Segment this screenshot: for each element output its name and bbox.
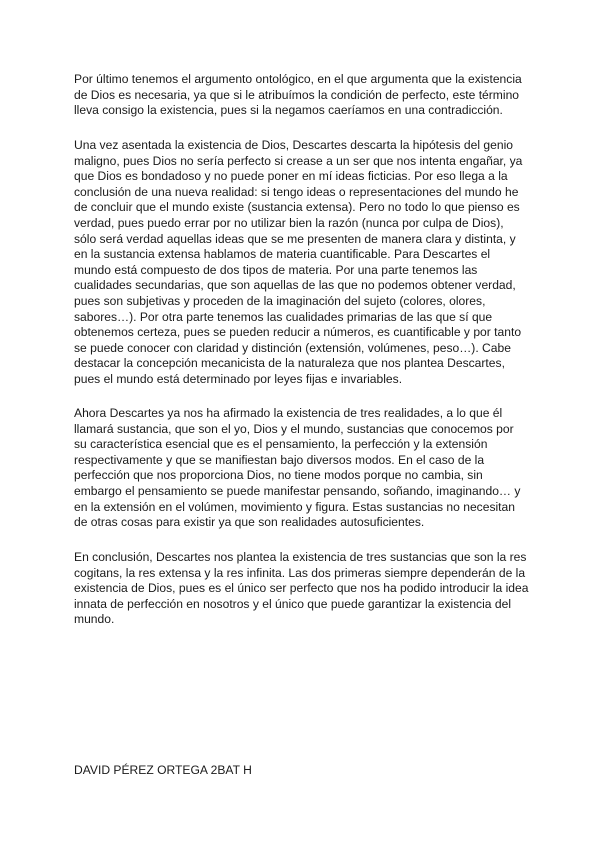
- text-line: sabores…). Por otra parte tenemos las cualidades primarias de las que sí que: [74, 309, 493, 324]
- text-line: innata de perfección en nosotros y el único que puede garantizar la existencia del: [74, 596, 512, 611]
- paragraph-conclusion: [74, 550, 530, 628]
- author-signature: DAVID PÉREZ ORTEGA 2BAT H: [74, 763, 252, 777]
- text-line: Ahora Descartes ya nos ha afirmado la existencia de tres realidades, a lo que él: [74, 406, 503, 420]
- text-line: que Dios es bondadoso y no puede poner en mí ideas ficticias. Por eso llega a la: [74, 169, 508, 184]
- text-line: obtenemos certeza, pues se pueden reducir a números, es cuantificable y por tanto: [74, 325, 522, 340]
- text-line: maligno, pues Dios no sería perfecto si crease a un ser que nos intenta engañar, ya: [74, 153, 523, 168]
- paragraph-ontological-argument: [74, 72, 530, 119]
- text-line: En conclusión, Descartes nos plantea la existencia de tres sustancias que son la res: [74, 550, 527, 564]
- text-line: respectivamente y que se manifiestan bajo diversos modos. En el caso de la: [74, 452, 485, 467]
- text-line: verdad, pues puedo errar por no utilizar bien la razón (nunca por culpa de Dios),: [74, 215, 504, 230]
- text-line: de Dios es necesaria, ya que si le atribuímos la condición de perfecto, este término: [74, 87, 520, 102]
- text-line: mundo está compuesto de dos tipos de materia. Por una parte tenemos las: [74, 262, 478, 277]
- text-line: de otras cosas para existir ya que son realidades autosuficientes.: [74, 515, 425, 530]
- text-line: existencia de Dios, pues es el único ser perfecto que nos ha podido introducir la idea: [74, 581, 529, 596]
- text-line: su característica esencial que es el pensamiento, la perfección y la extensión: [74, 437, 488, 452]
- text-line: cualidades secundarias, que son aquellas de las que no podemos obtener verdad,: [74, 278, 516, 293]
- text-line: Por último tenemos el argumento ontológico, en el que argumenta que la existencia: [74, 72, 522, 86]
- paragraph-three-substances: [74, 406, 530, 531]
- text-line: cogitans, la res extensa y la res infinita. Las dos primeras siempre dependerán de la: [74, 565, 526, 580]
- text-line: Una vez asentada la existencia de Dios, Descartes descarta la hipótesis del genio: [74, 138, 513, 152]
- text-line: en la sustancia extensa hablamos de materia cuantificable. Para Descartes el: [74, 247, 491, 262]
- text-line: mundo.: [74, 612, 115, 627]
- text-line: de concluir que el mundo existe (sustancia extensa). Pero no todo lo que pienso es: [74, 200, 520, 215]
- text-line: sólo será verdad aquellas ideas que se me presenten de manera clara y distinta, y: [74, 231, 516, 246]
- text-line: perfección que nos proporciona Dios, no tiene modos porque no cambia, sin: [74, 468, 483, 483]
- text-line: pues el mundo está determinado por leyes fijas e invariables.: [74, 371, 403, 386]
- text-line: destacar la concepción mecanicista de la naturaleza que nos plantea Descartes,: [74, 356, 505, 371]
- text-line: embargo el pensamiento se puede manifestar pensando, soñando, imaginando… y: [74, 483, 521, 498]
- text-line: llamará sustancia, que son el yo, Dios y el mundo, sustancias que conocemos por: [74, 421, 514, 436]
- text-line: conclusión de una nueva realidad: si tengo ideas o representaciones del mundo he: [74, 184, 519, 199]
- text-line: se puede conocer con claridad y distinción (extensión, volúmenes, peso…). Cabe: [74, 340, 511, 355]
- text-line: pues son subjetivas y proceden de la imaginación del sujeto (colores, olores,: [74, 293, 486, 308]
- text-line: en la extensión en el volúmen, movimiento y figura. Estas sustancias no necesitan: [74, 499, 515, 514]
- paragraph-world-existence: [74, 138, 530, 388]
- text-line: lleva consigo la existencia, pues si la negamos caeríamos en una contradicción.: [74, 103, 503, 118]
